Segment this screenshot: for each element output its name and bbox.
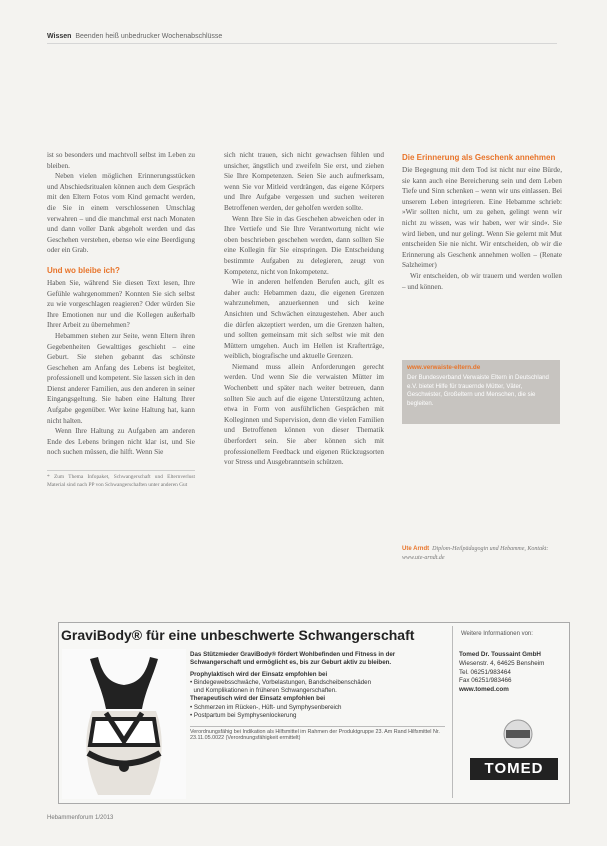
company-name: Tomed Dr. Toussaint GmbH [459,651,541,658]
paragraph: Wie in anderen helfenden Berufen auch, gilt es daher auch: Hebammen dazu, die eigenen Grenzen wahrzunehmen, anzuerkennen und sich keine Ansichten und Schwächen einzugestehen. Aber auch die dürfen akzeptiert werden, um die Grenzen halten, und sollten gemeinsam mit sich selbst wie mit den Müttern umgehen. Auch im Hellen ist Krafterträge, weiblich, biografische und aktuelle Grenzen. [224,278,384,361]
paragraph: Niemand muss allein Anforderungen gerecht werden. Und wenn Sie die verwaisten Mütter im Wochenbett und später nach weiter betreuen, dann sollten Sie auch auf die eigene Unterstützung achten, etwa in Form von ausführlichen Gesprächen mit Kolleginnen und Supervision, denn die vielen Familien und Betroffenen können von dieser Thematik überfordert sein. Sie aber können sich mit professionellem Feedback und eigenen Rückzugsorten vor Stress und Ausgebranntsein schützen. [224,362,384,467]
list-item: • Schmerzen im Rücken-, Hüft- und Symphysenbereich [190,703,342,711]
info-link[interactable]: www.verwaiste-eltern.de [407,364,481,371]
contact-block [459,651,564,695]
paragraph: Wenn Ihre Sie in das Geschehen abweichen oder in Ihre Vertiefe und Sie Ihre Verantwortung nicht wie oben beschrieben geschehen werden, dann sollten Sie eine Kollegin für Sie einspringen. Die Entscheidung bestimmte Aufgaben zu delegieren, zeugt von Kompetenz, nicht von Inkompetenz. [224,214,384,276]
text-column-2 [224,150,384,468]
ad-contact-heading: Weitere Informationen von: [461,631,533,637]
author-bio: Diplom-Heilpädagogin und Hebamme, Kontakt: www.ute-arndt.de [402,546,549,561]
prophylaxis-heading: Prophylaktisch wird der Einsatz empfohlen bei [190,671,328,679]
section-label: Wissen [47,33,72,40]
tomed-logo: TOMED [470,758,558,780]
ad-body [190,651,445,742]
list-item: • Bindegewebsschwäche, Vorbelastungen, Bandscheibenschäden [190,679,372,687]
info-box [402,360,560,424]
paragraph: ist so besonders und machtvoll selbst im Leben zu bleiben. [47,151,195,170]
ad-divider [452,626,453,798]
list-item: und Komplikationen in früheren Schwangerschaften. [193,687,337,695]
paragraph: sich nicht trauen, sich nicht gewachsen fühlen und unsicher, ängstlich und zweifeln Sie erst, und ziehen Sie Ihre Kompetenzen. Seien Sie auch aufmerksam, wenn Sie vor Mitleid verdrängen, das eigene Körpers und Ihre Aufgabe vergessen und suchen weiteren Betroffenen werden, der geholfen werden sollte. [224,151,384,212]
company-fax: Fax 06251/983466 [459,677,512,685]
ad-title: GraviBody® für eine unbeschwerte Schwangerschaft [61,627,415,643]
footnote: * Zum Thema Infopaket, Schwangerschaft und Elternverlust Material sind nach PP von Schwangerschaften unter anderen Gut [47,470,195,489]
paragraph: Neben vielen möglichen Erinnerungsstücken und Abschiedsritualen können auch dem Gespräch mit den Eltern Fotos vom Kind gemacht werden, die Sie in einem verschlossenen Umschlag verwahren – und die manchmal erst nach Monaten und dann voller Dank abgeholt werden und das Geschehen verstehen, ebenso wie eine Beerdigung oder ein Grab. [47,172,195,255]
page-footer: Hebammenforum 1/2013 [47,815,114,821]
company-website[interactable]: www.tomed.com [459,686,509,694]
info-text: Der Bundesverband Verwaiste Eltern in Deutschland e.V. bietet Hilfe für trauernde Mütter, Väter, Geschwister, Großeltern und Menschen, die sie begleiten. [407,374,549,407]
maternity-belt-figure [62,649,186,799]
paragraph: Die Begegnung mit dem Tod ist nicht nur eine Bürde, sie kann auch eine Bereicherung sein und dem Leben Tiefe und Sinn schenken – wenn wir uns einlassen. Bei unserem Leben integrieren. Eine Hebamme schrieb: »Wir sollten nicht, um zu gehen, gelingt wenn wir nicht zu wissen, was wir haben, wer wir sind«. Sie wird lieben, und nur gelingt. Wenn Sie gelernt mit Mut entscheiden Sie nie nicht. Wir entscheiden, ob wir die Erinnerung als Geschenk annehmen wollen – (Renate Salzheimer) [402,166,562,270]
list-item: • Postpartum bei Symphysenlockerung [190,711,297,719]
paragraph: Hebammen stehen zur Seite, wenn Eltern ihren Gegebenheiten Gewalttiges geschieht – eine Geburt. Sie stehen gebannt das schönste Geschehen am Anfang des Lebens ist begleitet, professionell und kompetent. Sie lassen sich in den Dienst anderer Familien, aus den anderen in seiner Eingangsgeltung. Sie haben eine Haltung Ihrer Aufgabe gegenüber. Wer keine Haltung hat, kann nicht halten. [47,331,195,425]
paragraph: Wir entscheiden, ob wir trauern und werden wollen – und können. [402,271,562,291]
therapy-heading: Therapeutisch wird der Einsatz empfohlen bei [190,695,326,703]
running-header [47,33,222,40]
subheading: Und wo bleibe ich? [47,265,120,275]
paragraph: Haben Sie, während Sie diesen Text lesen, Ihre Gefühle wahrgenommen? Konnten Sie sich selbst zu wie vorgeschlagen reagieren? Oder würden Sie Ihre Emotionen nur und die Kollegen außerhalb Ihrer Arbeit zu übernehmen? [47,278,195,330]
text-column-1 [47,150,195,489]
advertisement [58,622,570,804]
ad-intro: Das Stützmieder GraviBody® fördert Wohlbefinden und Fitness in der Schwangerschaft und ermöglicht es, bis zur Geburt aktiv zu bleiben. [190,651,396,667]
ad-fineprint: Verordnungsfähig bei Indikation als Hilfsmittel im Rahmen der Produktgruppe 23. Am Rand Hilfsmittel Nr. 23.11.05.0022 (Verordnungsfähigkeit ermittelt) [190,726,445,742]
header-rule [47,43,557,44]
company-phone: Tel. 06251/983464 [459,668,511,676]
subheading: Die Erinnerung als Geschenk annehmen [402,153,556,162]
maternity-belt-image [62,649,186,799]
author-name: Ute Arndt [402,546,430,552]
company-address: Wiesenstr. 4, 64625 Bensheim [459,659,545,667]
header-title: Beenden heiß unbedrucker Wochenabschlüsse [75,33,223,40]
text-column-3 [402,153,562,292]
author-note [402,545,567,563]
certification-badge-icon [502,719,534,749]
paragraph: Wenn Ihre Haltung zu Aufgaben am anderen Ende des Lebens bringen nicht klar ist, und Sie noch suchen müssen, die hilft. Wenn Sie [47,427,195,457]
